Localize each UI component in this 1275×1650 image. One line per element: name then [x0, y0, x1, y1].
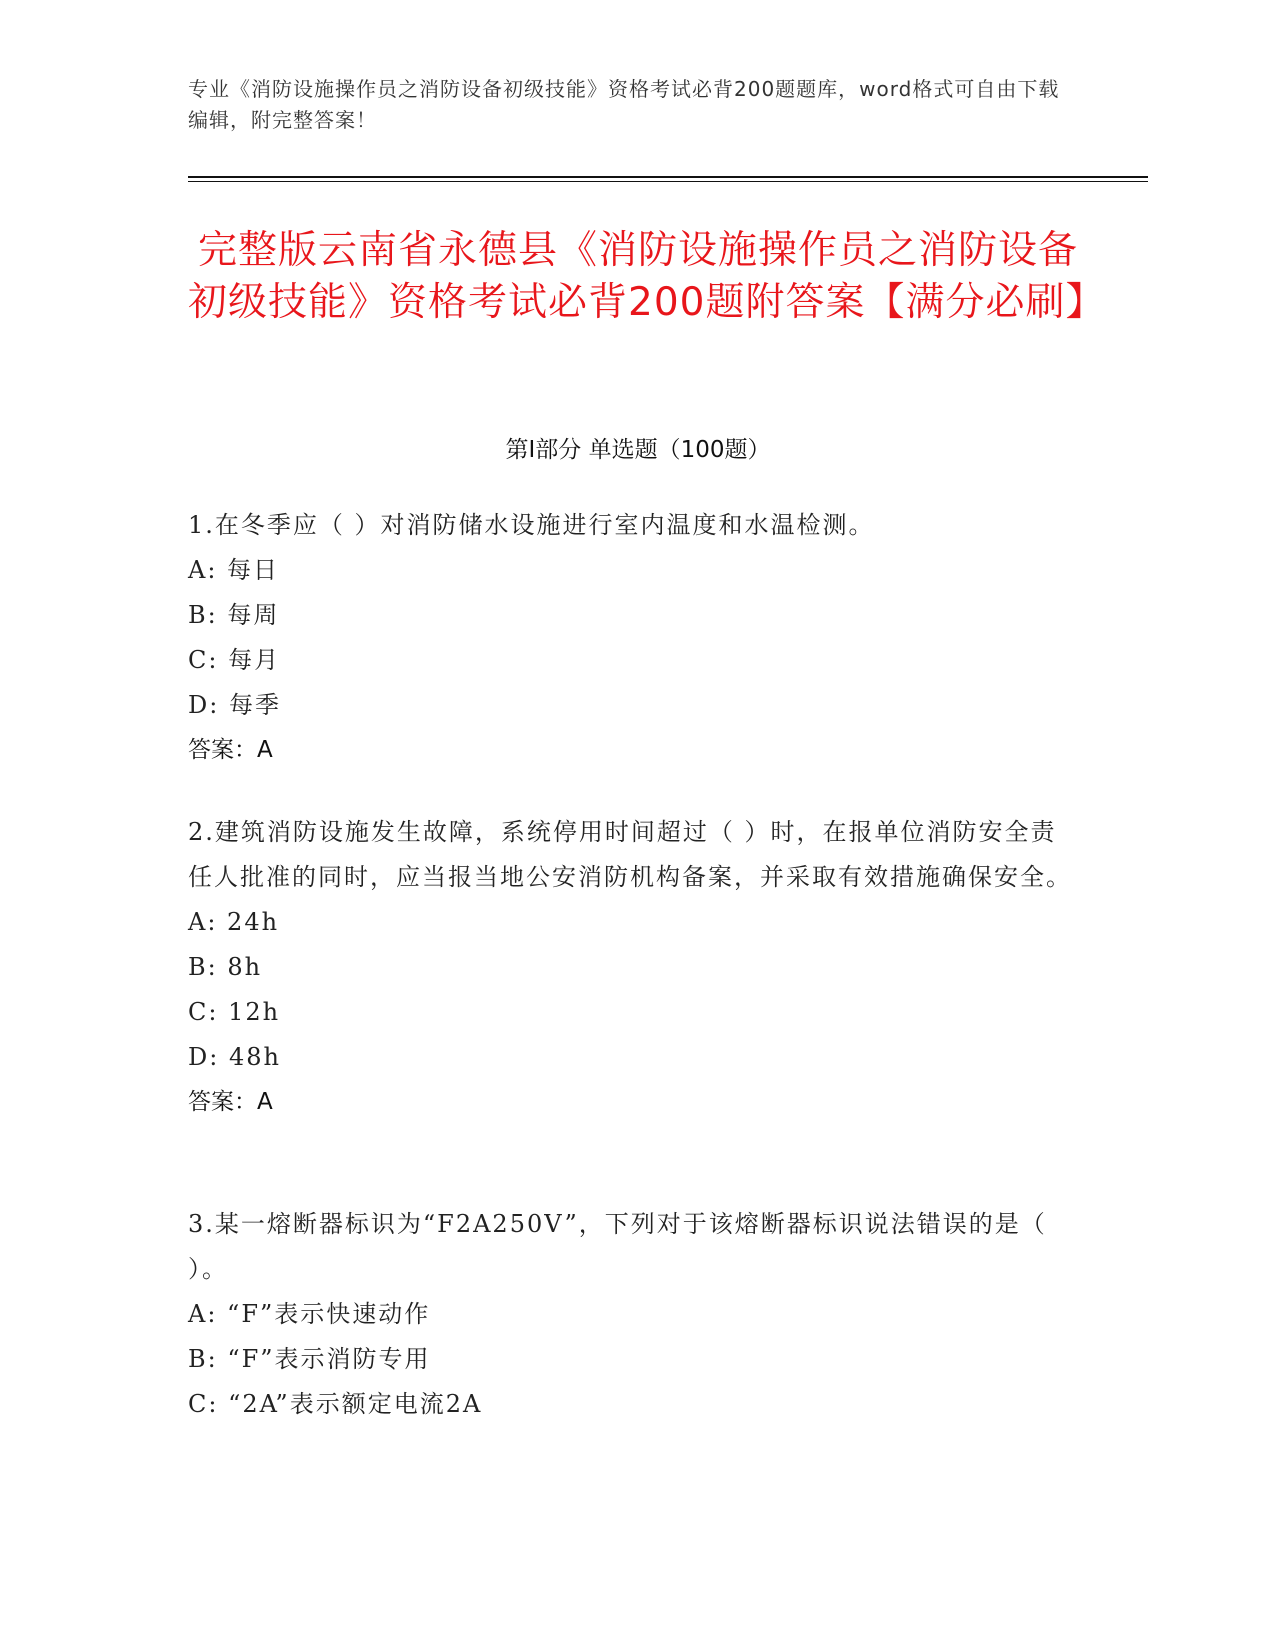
question-2: [188, 810, 1078, 1125]
option-d: D: 每季: [188, 691, 281, 719]
question-3: [188, 1202, 1078, 1427]
header-divider: [188, 176, 1148, 178]
option-c: C: 每月: [188, 646, 281, 674]
document-title: 完整版云南省永德县《消防设施操作员之消防设备初级技能》资格考试必背200题附答案【满分必刷】: [188, 228, 1106, 325]
question-stem: 3.某一熔断器标识为“F2A250V”，下列对于该熔断器标识说法错误的是（ ）。: [188, 1210, 1047, 1283]
question-stem: 1.在冬季应（ ）对消防储水设施进行室内温度和水温检测。: [188, 511, 875, 539]
answer: 答案：A: [188, 1089, 273, 1115]
header-divider-thin: [188, 181, 1148, 182]
answer: 答案：A: [188, 737, 273, 763]
option-b: B: 8h: [188, 953, 263, 981]
option-c: C: “2A”表示额定电流2A: [188, 1390, 483, 1418]
option-a: A: “F”表示快速动作: [188, 1300, 431, 1328]
option-c: C: 12h: [188, 998, 281, 1026]
option-b: B: 每周: [188, 601, 280, 629]
option-a: A: 24h: [188, 908, 280, 936]
option-d: D: 48h: [188, 1043, 281, 1071]
option-b: B: “F”表示消防专用: [188, 1345, 431, 1373]
question-1: [188, 503, 1078, 773]
header-note: 专业《消防设施操作员之消防设备初级技能》资格考试必背200题题库，word格式可自由下载编辑，附完整答案！: [188, 77, 1060, 132]
option-a: A: 每日: [188, 556, 280, 584]
section-heading: 第Ⅰ部分 单选题（100题）: [505, 437, 771, 463]
question-stem: 2.建筑消防设施发生故障，系统停用时间超过（ ）时，在报单位消防安全责任人批准的同时，应当报当地公安消防机构备案，并采取有效措施确保安全。: [188, 818, 1072, 891]
